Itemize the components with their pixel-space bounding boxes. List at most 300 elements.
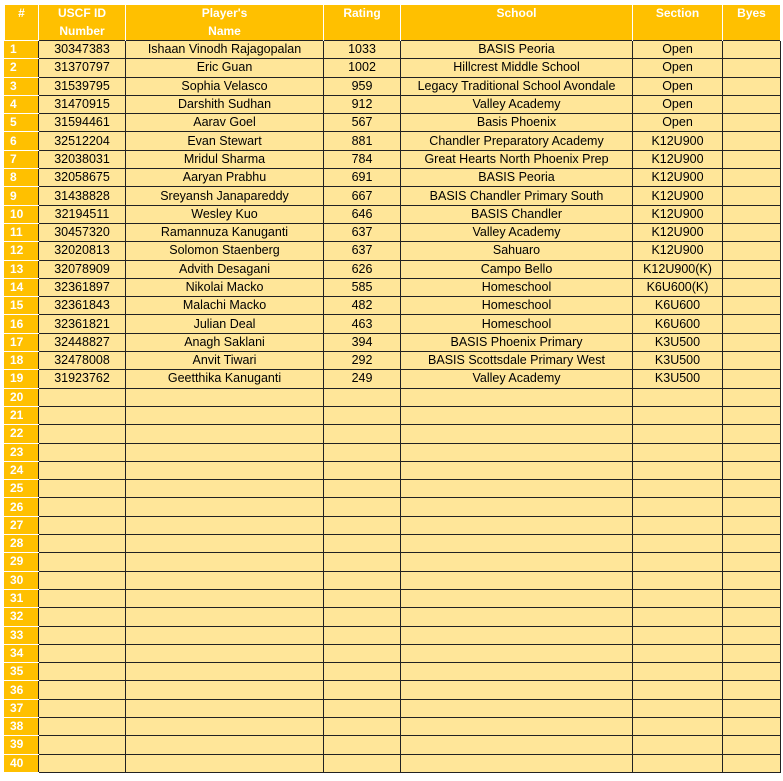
uscf-cell[interactable]	[39, 388, 126, 406]
rating-cell[interactable]	[324, 681, 401, 699]
section-cell[interactable]	[633, 663, 723, 681]
rating-cell[interactable]	[324, 516, 401, 534]
name-cell[interactable]	[126, 644, 324, 662]
school-cell[interactable]: BASIS Scottsdale Primary West	[401, 352, 633, 370]
uscf-cell[interactable]	[39, 553, 126, 571]
byes-cell[interactable]	[723, 242, 781, 260]
section-cell[interactable]	[633, 535, 723, 553]
num-cell[interactable]: 10	[5, 205, 39, 223]
table-row	[5, 297, 781, 315]
section-cell[interactable]: K12U900	[633, 132, 723, 150]
table-row	[5, 388, 781, 406]
byes-cell[interactable]	[723, 333, 781, 351]
byes-cell[interactable]	[723, 150, 781, 168]
byes-cell[interactable]	[723, 589, 781, 607]
school-cell[interactable]: Valley Academy	[401, 95, 633, 113]
rating-cell[interactable]: 626	[324, 260, 401, 278]
name-cell[interactable]	[126, 516, 324, 534]
num-cell[interactable]: 7	[5, 150, 39, 168]
byes-cell[interactable]	[723, 114, 781, 132]
section-cell[interactable]	[633, 644, 723, 662]
num-cell[interactable]: 4	[5, 95, 39, 113]
byes-cell[interactable]	[723, 223, 781, 241]
byes-cell[interactable]	[723, 754, 781, 772]
school-cell[interactable]	[401, 443, 633, 461]
uscf-cell[interactable]: 30457320	[39, 223, 126, 241]
column-header-rating	[324, 5, 401, 41]
num-cell[interactable]: 31	[5, 589, 39, 607]
num-cell[interactable]: 13	[5, 260, 39, 278]
uscf-cell[interactable]	[39, 425, 126, 443]
section-cell[interactable]	[633, 461, 723, 479]
rating-cell[interactable]: 482	[324, 297, 401, 315]
byes-cell[interactable]	[723, 717, 781, 735]
rating-cell[interactable]	[324, 589, 401, 607]
uscf-cell[interactable]	[39, 681, 126, 699]
school-cell[interactable]	[401, 498, 633, 516]
school-cell[interactable]: BASIS Chandler Primary South	[401, 187, 633, 205]
name-cell[interactable]: Anagh Saklani	[126, 333, 324, 351]
uscf-cell[interactable]	[39, 644, 126, 662]
school-cell[interactable]	[401, 608, 633, 626]
byes-cell[interactable]	[723, 260, 781, 278]
byes-cell[interactable]	[723, 644, 781, 662]
byes-cell[interactable]	[723, 205, 781, 223]
table-row	[5, 95, 781, 113]
name-cell[interactable]	[126, 717, 324, 735]
name-cell[interactable]	[126, 754, 324, 772]
uscf-cell[interactable]	[39, 571, 126, 589]
name-cell[interactable]: Darshith Sudhan	[126, 95, 324, 113]
num-cell[interactable]: 1	[5, 41, 39, 59]
uscf-cell[interactable]: 30347383	[39, 41, 126, 59]
school-cell[interactable]	[401, 516, 633, 534]
section-cell[interactable]	[633, 681, 723, 699]
player-roster-table	[4, 5, 781, 773]
rating-cell[interactable]	[324, 443, 401, 461]
num-cell[interactable]: 32	[5, 608, 39, 626]
num-cell[interactable]: 9	[5, 187, 39, 205]
section-cell[interactable]	[633, 443, 723, 461]
num-cell[interactable]: 20	[5, 388, 39, 406]
name-cell[interactable]	[126, 480, 324, 498]
byes-cell[interactable]	[723, 388, 781, 406]
section-cell[interactable]: K6U600(K)	[633, 278, 723, 296]
section-cell[interactable]	[633, 571, 723, 589]
byes-cell[interactable]	[723, 663, 781, 681]
school-cell[interactable]	[401, 571, 633, 589]
rating-cell[interactable]: 394	[324, 333, 401, 351]
byes-cell[interactable]	[723, 77, 781, 95]
num-cell[interactable]: 14	[5, 278, 39, 296]
rating-cell[interactable]	[324, 736, 401, 754]
num-cell[interactable]: 2	[5, 59, 39, 77]
rating-cell[interactable]	[324, 406, 401, 424]
school-cell[interactable]: BASIS Peoria	[401, 41, 633, 59]
num-cell[interactable]: 3	[5, 77, 39, 95]
rating-cell[interactable]	[324, 644, 401, 662]
uscf-cell[interactable]	[39, 626, 126, 644]
uscf-cell[interactable]: 31438828	[39, 187, 126, 205]
name-cell[interactable]: Anvit Tiwari	[126, 352, 324, 370]
num-cell[interactable]: 25	[5, 480, 39, 498]
uscf-cell[interactable]	[39, 699, 126, 717]
rating-cell[interactable]	[324, 388, 401, 406]
byes-cell[interactable]	[723, 297, 781, 315]
table-row	[5, 717, 781, 735]
byes-cell[interactable]	[723, 41, 781, 59]
uscf-cell[interactable]: 31470915	[39, 95, 126, 113]
table-row	[5, 461, 781, 479]
uscf-cell[interactable]: 32448827	[39, 333, 126, 351]
name-cell[interactable]: Evan Stewart	[126, 132, 324, 150]
byes-cell[interactable]	[723, 95, 781, 113]
school-cell[interactable]	[401, 663, 633, 681]
school-cell[interactable]	[401, 644, 633, 662]
name-cell[interactable]	[126, 736, 324, 754]
school-cell[interactable]	[401, 388, 633, 406]
rating-cell[interactable]: 637	[324, 223, 401, 241]
school-cell[interactable]: Valley Academy	[401, 223, 633, 241]
school-cell[interactable]	[401, 480, 633, 498]
table-row	[5, 443, 781, 461]
num-cell[interactable]: 6	[5, 132, 39, 150]
num-cell[interactable]: 33	[5, 626, 39, 644]
byes-cell[interactable]	[723, 443, 781, 461]
table-row	[5, 535, 781, 553]
byes-cell[interactable]	[723, 278, 781, 296]
num-cell[interactable]: 27	[5, 516, 39, 534]
num-cell[interactable]: 29	[5, 553, 39, 571]
school-cell[interactable]: Hillcrest Middle School	[401, 59, 633, 77]
school-cell[interactable]: Campo Bello	[401, 260, 633, 278]
num-cell[interactable]: 21	[5, 406, 39, 424]
name-cell[interactable]: Sophia Velasco	[126, 77, 324, 95]
school-cell[interactable]	[401, 626, 633, 644]
name-cell[interactable]	[126, 535, 324, 553]
uscf-cell[interactable]	[39, 480, 126, 498]
name-cell[interactable]: Geetthika Kanuganti	[126, 370, 324, 388]
num-cell[interactable]: 36	[5, 681, 39, 699]
name-cell[interactable]: Eric Guan	[126, 59, 324, 77]
byes-cell[interactable]	[723, 480, 781, 498]
rating-cell[interactable]: 1002	[324, 59, 401, 77]
uscf-cell[interactable]: 32361821	[39, 315, 126, 333]
rating-cell[interactable]	[324, 626, 401, 644]
school-cell[interactable]	[401, 754, 633, 772]
byes-cell[interactable]	[723, 608, 781, 626]
name-cell[interactable]: Julian Deal	[126, 315, 324, 333]
name-cell[interactable]	[126, 498, 324, 516]
num-cell[interactable]: 15	[5, 297, 39, 315]
name-cell[interactable]	[126, 406, 324, 424]
num-cell[interactable]: 19	[5, 370, 39, 388]
name-cell[interactable]	[126, 388, 324, 406]
section-cell[interactable]: Open	[633, 77, 723, 95]
rating-cell[interactable]: 646	[324, 205, 401, 223]
school-cell[interactable]	[401, 406, 633, 424]
school-cell[interactable]: BASIS Peoria	[401, 169, 633, 187]
section-cell[interactable]: K12U900	[633, 223, 723, 241]
uscf-cell[interactable]: 31594461	[39, 114, 126, 132]
section-cell[interactable]	[633, 480, 723, 498]
name-cell[interactable]: Sreyansh Janapareddy	[126, 187, 324, 205]
section-cell[interactable]: K3U500	[633, 370, 723, 388]
uscf-cell[interactable]: 32020813	[39, 242, 126, 260]
num-cell[interactable]: 26	[5, 498, 39, 516]
byes-cell[interactable]	[723, 626, 781, 644]
section-cell[interactable]: K6U600	[633, 315, 723, 333]
school-cell[interactable]: Great Hearts North Phoenix Prep	[401, 150, 633, 168]
uscf-cell[interactable]	[39, 498, 126, 516]
uscf-cell[interactable]	[39, 717, 126, 735]
uscf-cell[interactable]: 31370797	[39, 59, 126, 77]
num-cell[interactable]: 30	[5, 571, 39, 589]
section-cell[interactable]	[633, 516, 723, 534]
byes-cell[interactable]	[723, 425, 781, 443]
school-cell[interactable]	[401, 425, 633, 443]
byes-cell[interactable]	[723, 498, 781, 516]
name-cell[interactable]: Aaryan Prabhu	[126, 169, 324, 187]
name-cell[interactable]	[126, 589, 324, 607]
rating-cell[interactable]: 292	[324, 352, 401, 370]
uscf-cell[interactable]: 32361897	[39, 278, 126, 296]
column-header-school	[401, 5, 633, 41]
name-cell[interactable]	[126, 425, 324, 443]
table-row	[5, 59, 781, 77]
column-header-label: Rating	[343, 6, 381, 20]
rating-cell[interactable]: 585	[324, 278, 401, 296]
section-cell[interactable]	[633, 608, 723, 626]
school-cell[interactable]: Legacy Traditional School Avondale	[401, 77, 633, 95]
table-row	[5, 77, 781, 95]
uscf-cell[interactable]: 31923762	[39, 370, 126, 388]
byes-cell[interactable]	[723, 553, 781, 571]
section-cell[interactable]: K12U900	[633, 169, 723, 187]
column-header-label: Number	[59, 23, 105, 38]
name-cell[interactable]	[126, 626, 324, 644]
section-cell[interactable]: K3U500	[633, 333, 723, 351]
section-cell[interactable]: K12U900	[633, 242, 723, 260]
uscf-cell[interactable]	[39, 535, 126, 553]
rating-cell[interactable]: 567	[324, 114, 401, 132]
section-cell[interactable]: K12U900	[633, 187, 723, 205]
byes-cell[interactable]	[723, 461, 781, 479]
table-row	[5, 260, 781, 278]
uscf-cell[interactable]	[39, 589, 126, 607]
byes-cell[interactable]	[723, 535, 781, 553]
rating-cell[interactable]	[324, 699, 401, 717]
name-cell[interactable]	[126, 553, 324, 571]
section-cell[interactable]	[633, 388, 723, 406]
uscf-cell[interactable]: 32512204	[39, 132, 126, 150]
table-row	[5, 205, 781, 223]
school-cell[interactable]	[401, 699, 633, 717]
name-cell[interactable]: Nikolai Macko	[126, 278, 324, 296]
byes-cell[interactable]	[723, 187, 781, 205]
num-cell[interactable]: 22	[5, 425, 39, 443]
school-cell[interactable]	[401, 461, 633, 479]
byes-cell[interactable]	[723, 315, 781, 333]
rating-cell[interactable]: 249	[324, 370, 401, 388]
byes-cell[interactable]	[723, 132, 781, 150]
name-cell[interactable]	[126, 681, 324, 699]
uscf-cell[interactable]	[39, 516, 126, 534]
section-cell[interactable]: Open	[633, 59, 723, 77]
section-cell[interactable]	[633, 754, 723, 772]
num-cell[interactable]: 23	[5, 443, 39, 461]
section-cell[interactable]	[633, 626, 723, 644]
uscf-cell[interactable]: 32361843	[39, 297, 126, 315]
byes-cell[interactable]	[723, 406, 781, 424]
section-cell[interactable]: Open	[633, 114, 723, 132]
name-cell[interactable]	[126, 699, 324, 717]
section-cell[interactable]	[633, 553, 723, 571]
name-cell[interactable]	[126, 571, 324, 589]
school-cell[interactable]	[401, 553, 633, 571]
table-row	[5, 278, 781, 296]
school-cell[interactable]	[401, 681, 633, 699]
num-cell[interactable]: 12	[5, 242, 39, 260]
num-cell[interactable]: 37	[5, 699, 39, 717]
section-cell[interactable]	[633, 425, 723, 443]
school-cell[interactable]	[401, 717, 633, 735]
school-cell[interactable]: Sahuaro	[401, 242, 633, 260]
school-cell[interactable]	[401, 589, 633, 607]
section-cell[interactable]	[633, 589, 723, 607]
name-cell[interactable]: Ramannuza Kanuganti	[126, 223, 324, 241]
uscf-cell[interactable]: 32058675	[39, 169, 126, 187]
uscf-cell[interactable]: 31539795	[39, 77, 126, 95]
rating-cell[interactable]	[324, 571, 401, 589]
table-row	[5, 608, 781, 626]
rating-cell[interactable]	[324, 608, 401, 626]
section-cell[interactable]	[633, 498, 723, 516]
uscf-cell[interactable]	[39, 608, 126, 626]
table-row	[5, 626, 781, 644]
num-cell[interactable]: 38	[5, 717, 39, 735]
byes-cell[interactable]	[723, 516, 781, 534]
name-cell[interactable]: Wesley Kuo	[126, 205, 324, 223]
uscf-cell[interactable]: 32038031	[39, 150, 126, 168]
uscf-cell[interactable]	[39, 461, 126, 479]
name-cell[interactable]: Mridul Sharma	[126, 150, 324, 168]
school-cell[interactable]: BASIS Chandler	[401, 205, 633, 223]
rating-cell[interactable]: 959	[324, 77, 401, 95]
num-cell[interactable]: 16	[5, 315, 39, 333]
school-cell[interactable]: BASIS Phoenix Primary	[401, 333, 633, 351]
num-cell[interactable]: 5	[5, 114, 39, 132]
section-cell[interactable]: K6U600	[633, 297, 723, 315]
section-cell[interactable]	[633, 406, 723, 424]
num-cell[interactable]: 39	[5, 736, 39, 754]
num-cell[interactable]: 28	[5, 535, 39, 553]
rating-cell[interactable]: 1033	[324, 41, 401, 59]
uscf-cell[interactable]	[39, 736, 126, 754]
school-cell[interactable]: Homeschool	[401, 278, 633, 296]
section-cell[interactable]	[633, 699, 723, 717]
uscf-cell[interactable]: 32194511	[39, 205, 126, 223]
school-cell[interactable]: Homeschool	[401, 315, 633, 333]
num-cell[interactable]: 40	[5, 754, 39, 772]
rating-cell[interactable]: 912	[324, 95, 401, 113]
byes-cell[interactable]	[723, 681, 781, 699]
byes-cell[interactable]	[723, 571, 781, 589]
rating-cell[interactable]	[324, 535, 401, 553]
byes-cell[interactable]	[723, 169, 781, 187]
num-cell[interactable]: 35	[5, 663, 39, 681]
rating-cell[interactable]	[324, 553, 401, 571]
rating-cell[interactable]	[324, 461, 401, 479]
byes-cell[interactable]	[723, 352, 781, 370]
rating-cell[interactable]	[324, 425, 401, 443]
num-cell[interactable]: 11	[5, 223, 39, 241]
uscf-cell[interactable]	[39, 663, 126, 681]
section-cell[interactable]	[633, 736, 723, 754]
byes-cell[interactable]	[723, 736, 781, 754]
rating-cell[interactable]: 463	[324, 315, 401, 333]
name-cell[interactable]: Solomon Staenberg	[126, 242, 324, 260]
num-cell[interactable]: 24	[5, 461, 39, 479]
num-cell[interactable]: 34	[5, 644, 39, 662]
name-cell[interactable]	[126, 443, 324, 461]
uscf-cell[interactable]	[39, 406, 126, 424]
name-cell[interactable]: Malachi Macko	[126, 297, 324, 315]
uscf-cell[interactable]: 32478008	[39, 352, 126, 370]
school-cell[interactable]	[401, 535, 633, 553]
section-cell[interactable]: Open	[633, 95, 723, 113]
rating-cell[interactable]	[324, 717, 401, 735]
section-cell[interactable]: K12U900	[633, 150, 723, 168]
rating-cell[interactable]: 881	[324, 132, 401, 150]
uscf-cell[interactable]	[39, 443, 126, 461]
rating-cell[interactable]: 667	[324, 187, 401, 205]
rating-cell[interactable]: 637	[324, 242, 401, 260]
section-cell[interactable]: K12U900	[633, 205, 723, 223]
name-cell[interactable]: Advith Desagani	[126, 260, 324, 278]
school-cell[interactable]: Chandler Preparatory Academy	[401, 132, 633, 150]
school-cell[interactable]: Basis Phoenix	[401, 114, 633, 132]
section-cell[interactable]: Open	[633, 41, 723, 59]
section-cell[interactable]: K3U500	[633, 352, 723, 370]
num-cell[interactable]: 8	[5, 169, 39, 187]
school-cell[interactable]: Valley Academy	[401, 370, 633, 388]
name-cell[interactable]	[126, 663, 324, 681]
uscf-cell[interactable]: 32078909	[39, 260, 126, 278]
name-cell[interactable]: Aarav Goel	[126, 114, 324, 132]
num-cell[interactable]: 18	[5, 352, 39, 370]
rating-cell[interactable]	[324, 663, 401, 681]
name-cell[interactable]	[126, 461, 324, 479]
uscf-cell[interactable]	[39, 754, 126, 772]
byes-cell[interactable]	[723, 370, 781, 388]
section-cell[interactable]: K12U900(K)	[633, 260, 723, 278]
school-cell[interactable]: Homeschool	[401, 297, 633, 315]
rating-cell[interactable]	[324, 498, 401, 516]
rating-cell[interactable]: 691	[324, 169, 401, 187]
section-cell[interactable]	[633, 717, 723, 735]
table-row	[5, 187, 781, 205]
school-cell[interactable]	[401, 736, 633, 754]
name-cell[interactable]	[126, 608, 324, 626]
byes-cell[interactable]	[723, 699, 781, 717]
rating-cell[interactable]	[324, 480, 401, 498]
num-cell[interactable]: 17	[5, 333, 39, 351]
byes-cell[interactable]	[723, 59, 781, 77]
rating-cell[interactable]	[324, 754, 401, 772]
name-cell[interactable]: Ishaan Vinodh Rajagopalan	[126, 41, 324, 59]
rating-cell[interactable]: 784	[324, 150, 401, 168]
